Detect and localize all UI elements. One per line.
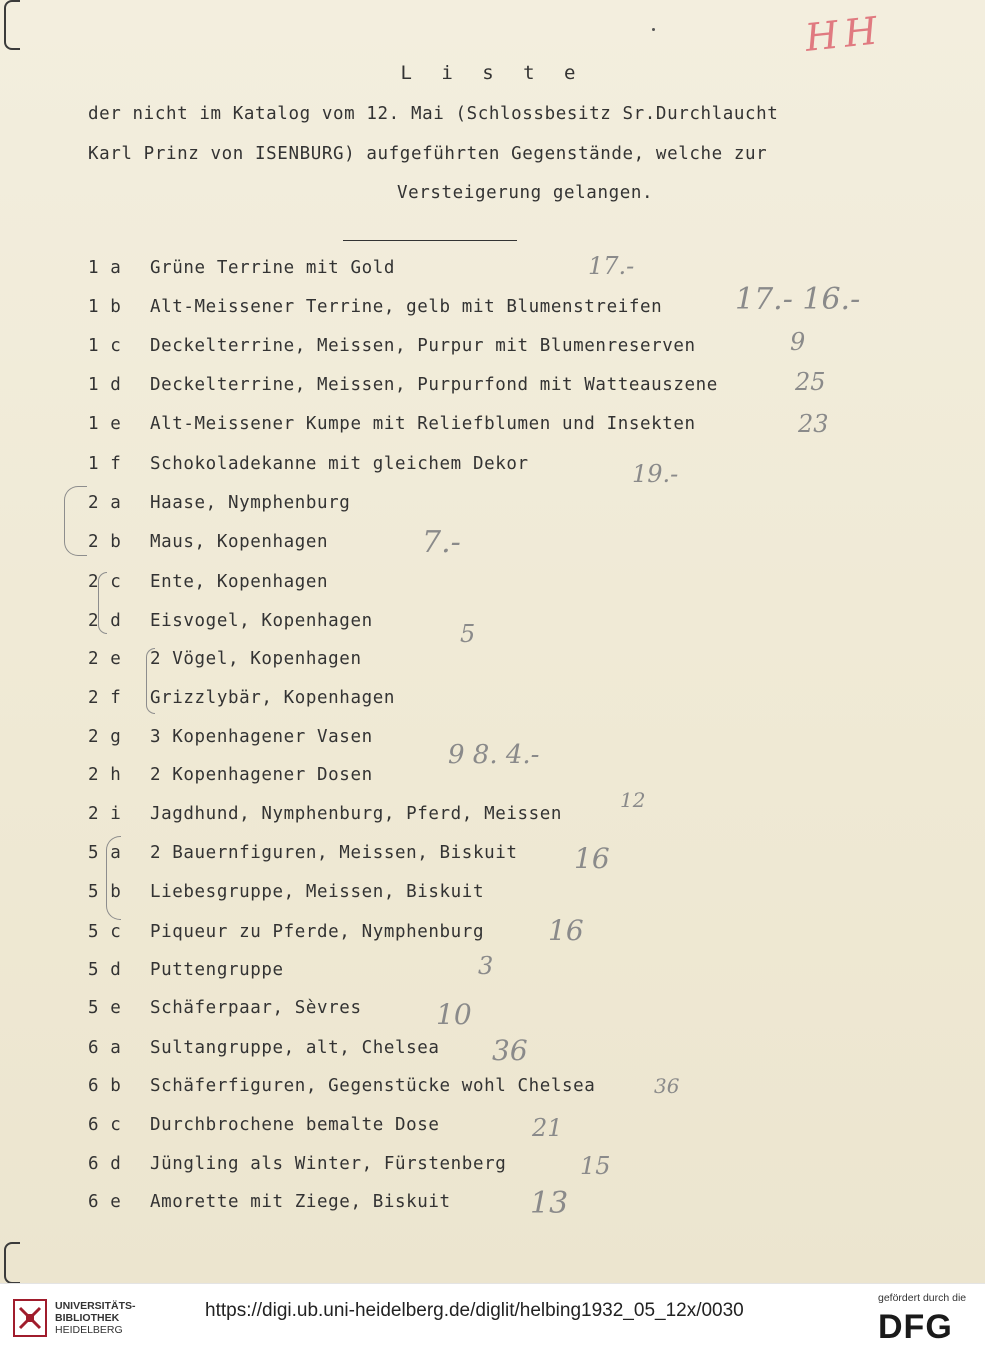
binding-hole-top: [4, 0, 20, 50]
item-number: 1 b: [88, 297, 122, 317]
item-number: 6 a: [88, 1038, 122, 1058]
pencil-note: 15: [580, 1152, 611, 1180]
intro-line-2: Karl Prinz von ISENBURG) aufgeführten Gegenstände, welche zur: [88, 144, 768, 164]
item-description: Durchbrochene bemalte Dose: [150, 1115, 440, 1135]
pencil-bracket: [64, 486, 87, 556]
list-item: [88, 649, 362, 675]
pencil-note: 36: [492, 1034, 528, 1067]
item-number: 2 b: [88, 532, 122, 552]
intro-line-3: Versteigerung gelangen.: [397, 183, 654, 203]
item-description: Ente, Kopenhagen: [150, 572, 329, 592]
pencil-note: 16: [548, 914, 584, 947]
pencil-bracket: [106, 836, 121, 920]
item-description: Grüne Terrine mit Gold: [150, 258, 395, 278]
item-description: Alt-Meissener Kumpe mit Reliefblumen und Insekten: [150, 414, 696, 434]
list-item: [88, 1038, 440, 1064]
list-item: [88, 414, 696, 440]
pencil-note: 21: [532, 1114, 563, 1142]
list-item: [88, 258, 395, 284]
item-description: 2 Vögel, Kopenhagen: [150, 649, 362, 669]
pencil-note: 9 8. 4.-: [448, 740, 540, 770]
item-number: 5 d: [88, 960, 122, 980]
item-description: Eisvogel, Kopenhagen: [150, 611, 373, 631]
item-number: 6 d: [88, 1154, 122, 1174]
item-description: Liebesgruppe, Meissen, Biskuit: [150, 882, 485, 902]
item-number: 2 h: [88, 765, 122, 785]
list-item: [88, 843, 517, 869]
item-number: 2 f: [88, 688, 122, 708]
item-description: Maus, Kopenhagen: [150, 532, 329, 552]
item-number: 2 c: [88, 572, 122, 592]
item-description: Grizzlybär, Kopenhagen: [150, 688, 395, 708]
ink-dot: [652, 28, 655, 31]
item-number: 6 c: [88, 1115, 122, 1135]
item-description: 3 Kopenhagener Vasen: [150, 727, 373, 747]
item-number: 1 d: [88, 375, 122, 395]
list-item: [88, 572, 328, 598]
pencil-note: 23: [798, 410, 829, 438]
pencil-note: 12: [620, 788, 646, 812]
list-item: [88, 765, 373, 791]
list-item: [88, 998, 362, 1024]
university-library-logo-icon: [12, 1298, 48, 1338]
item-description: Schäferfiguren, Gegenstücke wohl Chelsea: [150, 1076, 596, 1096]
list-item: [88, 1154, 506, 1180]
permalink-url[interactable]: https://digi.ub.uni-heidelberg.de/diglit/helbing1932_05_12x/0030: [205, 1300, 744, 1321]
item-number: 2 g: [88, 727, 122, 747]
item-number: 6 e: [88, 1192, 122, 1212]
dfg-logo: DFG: [878, 1308, 953, 1346]
sponsor-label: gefördert durch die: [878, 1292, 967, 1304]
item-description: Haase, Nymphenburg: [150, 493, 351, 513]
item-description: Piqueur zu Pferde, Nymphenburg: [150, 922, 485, 942]
item-number: 1 e: [88, 414, 122, 434]
pencil-note: 25: [795, 368, 826, 396]
intro-line-1: der nicht im Katalog vom 12. Mai (Schlossbesitz Sr.Durchlaucht: [88, 104, 779, 124]
title-rule: [343, 240, 517, 241]
pencil-note: 19.-: [632, 460, 679, 488]
item-number: 5 a: [88, 843, 122, 863]
item-description: 2 Bauernfiguren, Meissen, Biskuit: [150, 843, 518, 863]
list-item: [88, 493, 350, 519]
pencil-note: 10: [436, 998, 472, 1031]
item-description: Puttengruppe: [150, 960, 284, 980]
item-description: Schokoladekanne mit gleichem Dekor: [150, 454, 529, 474]
item-description: Deckelterrine, Meissen, Purpurfond mit Watteauszene: [150, 375, 718, 395]
item-description: Amorette mit Ziege, Biskuit: [150, 1192, 451, 1212]
list-item: [88, 804, 562, 830]
list-item: [88, 375, 718, 401]
document-title: L i s t e: [400, 62, 585, 84]
item-description: Jagdhund, Nymphenburg, Pferd, Meissen: [150, 804, 563, 824]
handwritten-initials: HH: [802, 8, 886, 60]
list-item: [88, 297, 662, 323]
list-item: [88, 1076, 595, 1102]
item-description: Alt-Meissener Terrine, gelb mit Blumenstreifen: [150, 297, 663, 317]
viewer-footer: [0, 1283, 985, 1354]
list-item: [88, 882, 484, 908]
pencil-bracket: [146, 648, 155, 714]
pencil-note: 13: [530, 1186, 569, 1221]
list-item: [88, 688, 395, 714]
list-item: [88, 611, 373, 637]
pencil-note: 5: [460, 620, 476, 648]
pencil-note: 3: [478, 952, 494, 980]
library-name: UNIVERSITÄTS- BIBLIOTHEK HEIDELBERG: [55, 1300, 136, 1336]
item-number: 5 b: [88, 882, 122, 902]
list-item: [88, 960, 284, 986]
item-number: 1 a: [88, 258, 122, 278]
item-description: Deckelterrine, Meissen, Purpur mit Blumenreserven: [150, 336, 696, 356]
item-number: 2 e: [88, 649, 122, 669]
binding-hole-bottom: [4, 1242, 20, 1283]
list-item: [88, 727, 373, 753]
item-number: 6 b: [88, 1076, 122, 1096]
item-number: 5 c: [88, 922, 122, 942]
item-description: Jüngling als Winter, Fürstenberg: [150, 1154, 507, 1174]
pencil-note: 17.- 16.-: [735, 282, 861, 317]
item-number: 5 e: [88, 998, 122, 1018]
pencil-note: 16: [574, 842, 610, 875]
pencil-note: 36: [654, 1074, 680, 1098]
item-number: 2 i: [88, 804, 122, 824]
list-item: [88, 532, 328, 558]
item-number: 1 c: [88, 336, 122, 356]
pencil-bracket: [98, 572, 107, 634]
list-item: [88, 454, 529, 480]
item-number: 2 a: [88, 493, 122, 513]
pencil-note: 9: [790, 328, 806, 356]
item-number: 1 f: [88, 454, 122, 474]
item-description: 2 Kopenhagener Dosen: [150, 765, 373, 785]
list-item: [88, 336, 696, 362]
item-description: Schäferpaar, Sèvres: [150, 998, 362, 1018]
pencil-note: 7.-: [422, 525, 461, 560]
list-item: [88, 1115, 440, 1141]
list-item: [88, 1192, 451, 1218]
pencil-note: 17.-: [588, 252, 635, 280]
item-number: 2 d: [88, 611, 122, 631]
list-item: [88, 922, 484, 948]
item-description: Sultangruppe, alt, Chelsea: [150, 1038, 440, 1058]
